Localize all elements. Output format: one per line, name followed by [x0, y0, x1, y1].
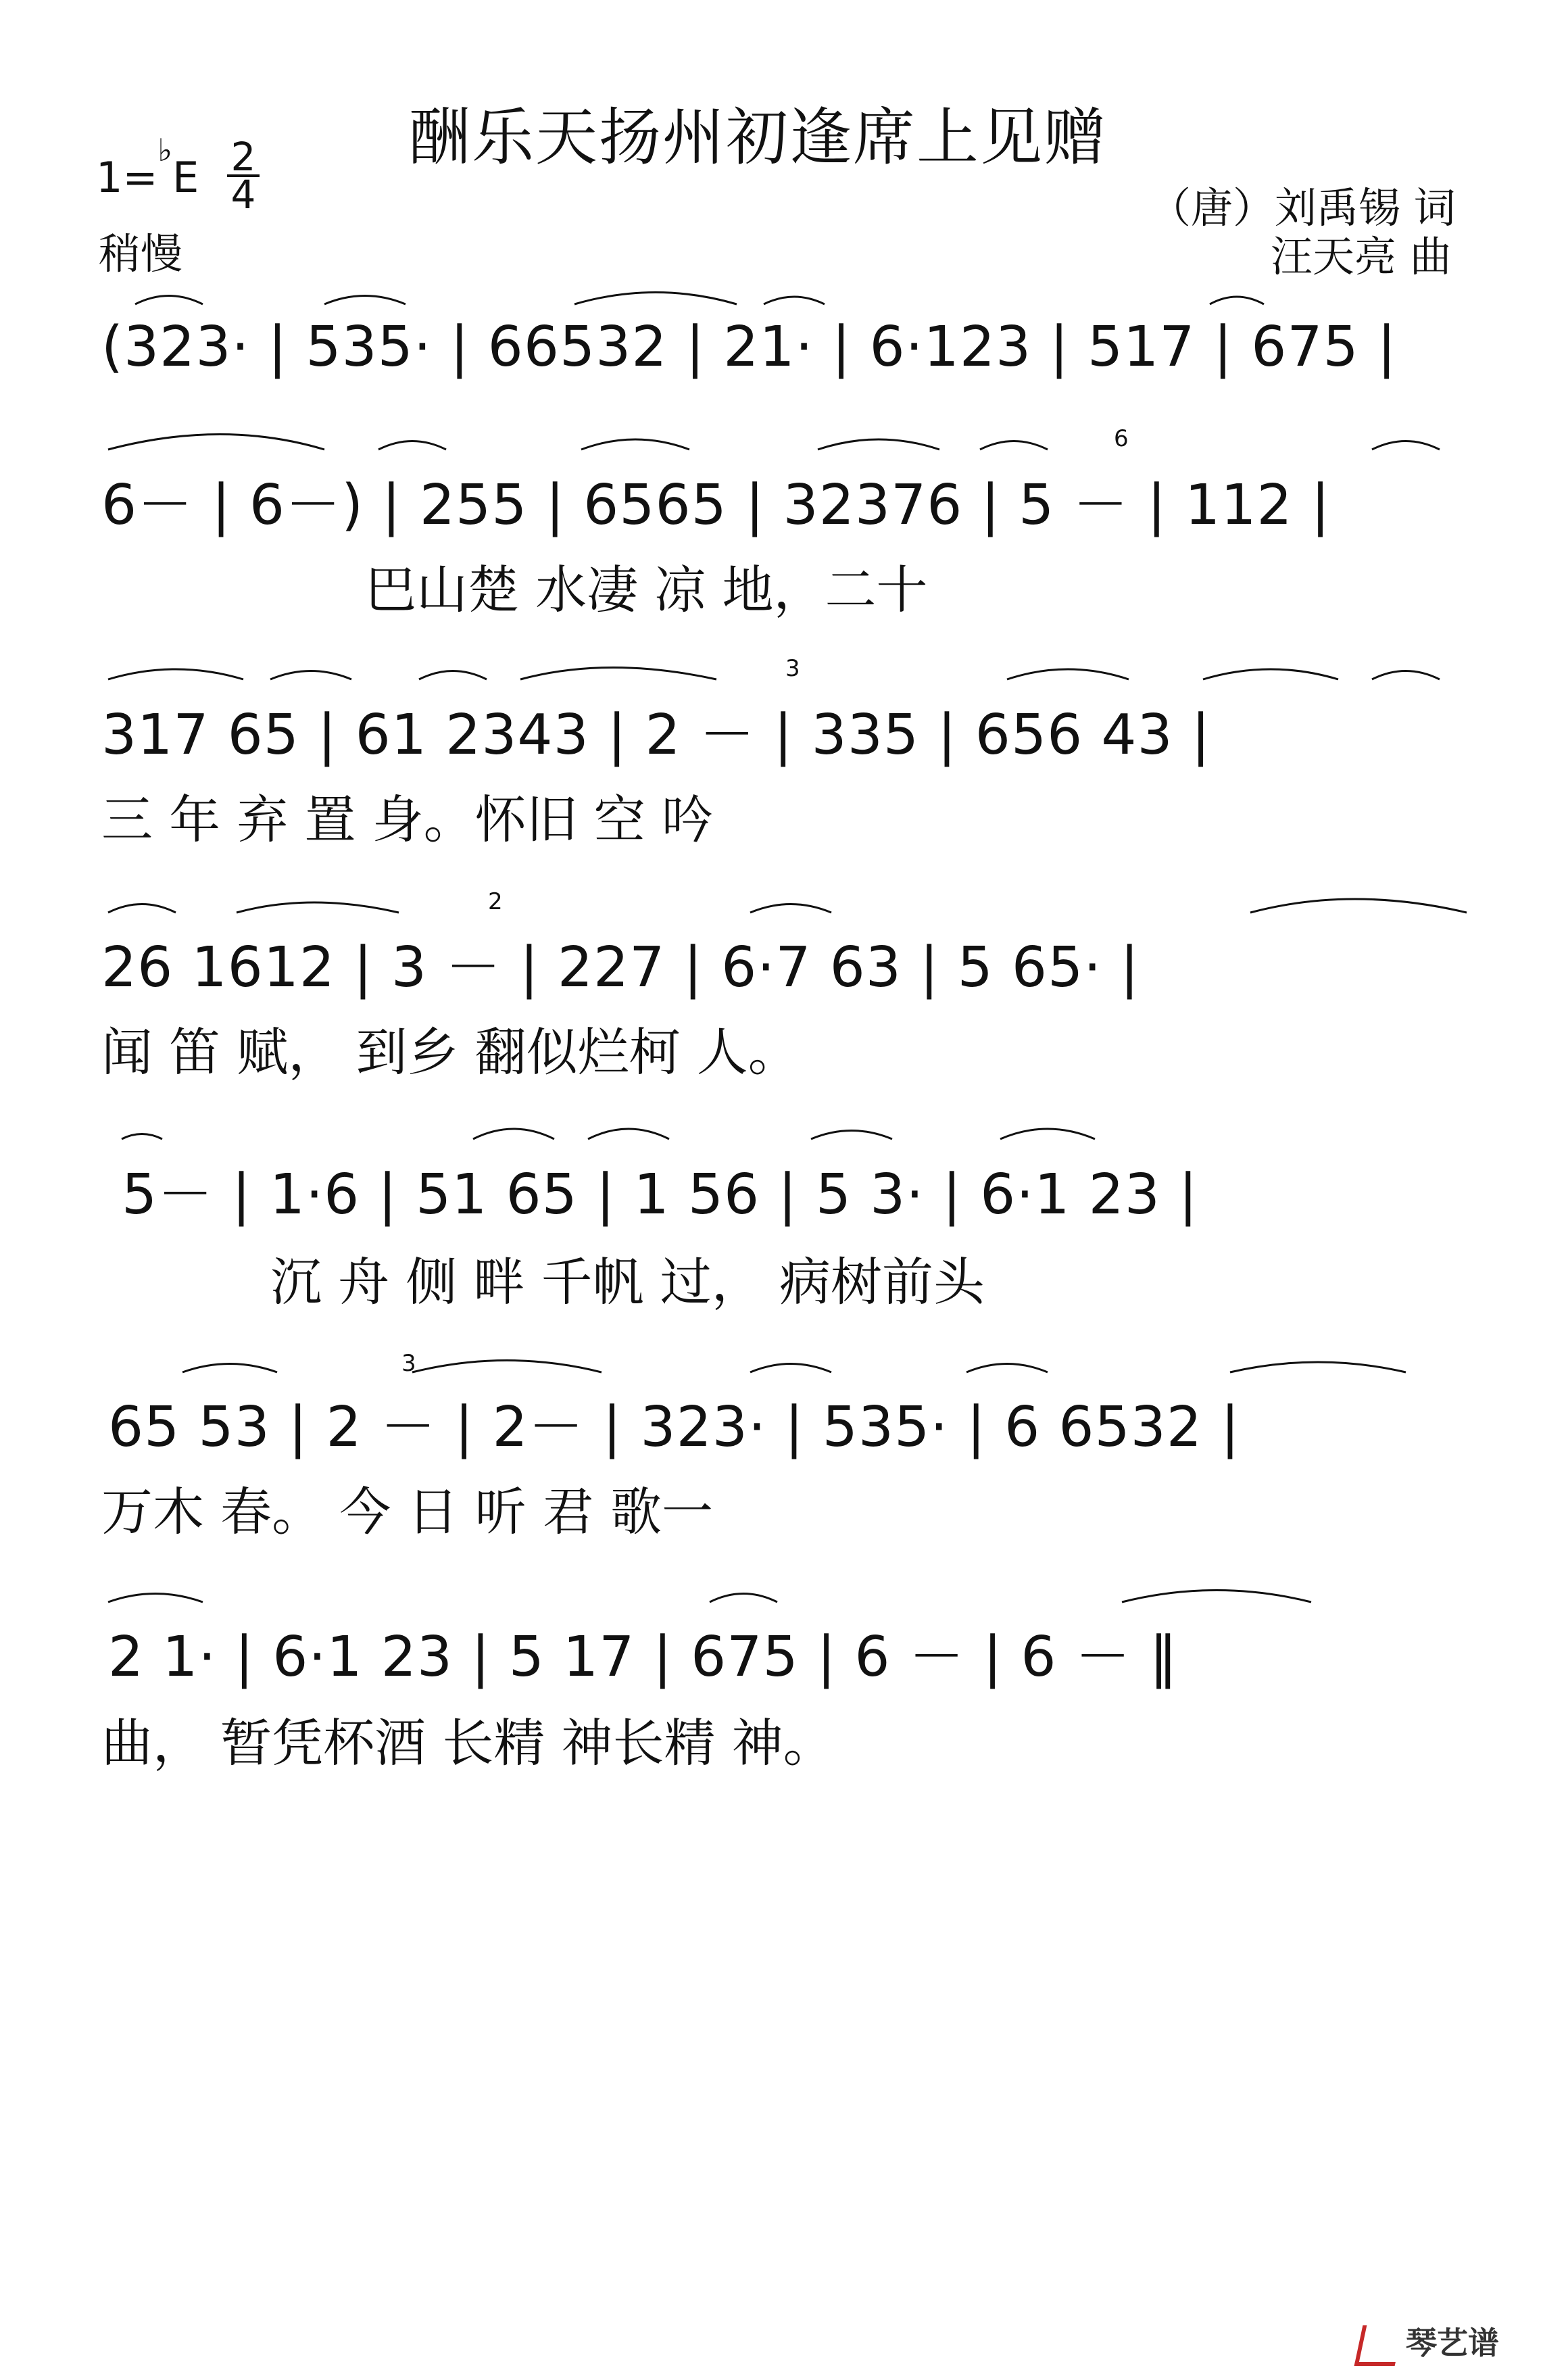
notation-row-7: 2 1· | 6·1 23 | 5 17 | 675 | 6 － | 6 － ‖	[108, 1625, 1178, 1689]
notation-row-6: 65 53 | 2 － | 2－ | 323· | 535· | 6 6532 |	[108, 1395, 1240, 1459]
lyric-row-5: 沉 舟 侧 畔 千帆 过， 病树前头	[270, 1252, 985, 1312]
logo-icon	[1354, 2325, 1404, 2366]
notation-row-1: (323· | 535· | 66532 | 21· | 6·123 | 517 | 675 |	[101, 315, 1397, 379]
notation-row-4: 26 1612 | 3 － | 227 | 6·7 63 | 5 65· |	[101, 936, 1140, 1000]
key-prefix: 1=	[96, 153, 158, 202]
grace-note-1: 6	[1114, 425, 1129, 452]
score-title: 酬乐天扬州初逢席上见赠	[408, 101, 1108, 174]
notation-row-3: 317 65 | 61 2343 | 2 － | 335 | 656 43 |	[101, 703, 1211, 767]
site-logo	[1358, 2319, 1499, 2366]
notation-row-2: 6－ | 6－) | 255 | 6565 | 32376 | 5 － | 112 |	[101, 473, 1331, 537]
grace-note-2: 3	[785, 655, 800, 682]
notation-row-5: 5－ | 1·6 | 51 65 | 1 56 | 5 3· | 6·1 23 |	[122, 1163, 1198, 1227]
time-signature-bottom: 4	[230, 172, 256, 218]
lyric-row-6: 万木 春。 今 日 听 君 歌一	[101, 1482, 713, 1542]
lyric-row-3: 三 年 弃 置 身。怀旧 空 吟	[101, 790, 713, 850]
lyric-row-4: 闻 笛 赋， 到乡 翻似烂柯 人。	[101, 1022, 800, 1082]
lyric-row-7: 曲， 暂凭杯酒 长精 神长精 神。	[101, 1713, 835, 1773]
watermark-text: 琴艺谱	[1406, 2325, 1499, 2361]
flat-symbol: ♭	[157, 132, 173, 168]
time-signature-top: 2	[230, 134, 256, 180]
lyric-row-2: 巴山楚 水凄 凉 地，二十	[365, 560, 928, 620]
composer-credit: 汪天亮 曲	[1271, 232, 1452, 281]
grace-note-4: 3	[401, 1350, 416, 1377]
lyricist-credit: （唐）刘禹锡 词	[1149, 183, 1456, 233]
key-note: E	[172, 153, 199, 202]
tempo-marking: 稍慢	[99, 229, 183, 279]
grace-note-3: 2	[488, 888, 503, 915]
